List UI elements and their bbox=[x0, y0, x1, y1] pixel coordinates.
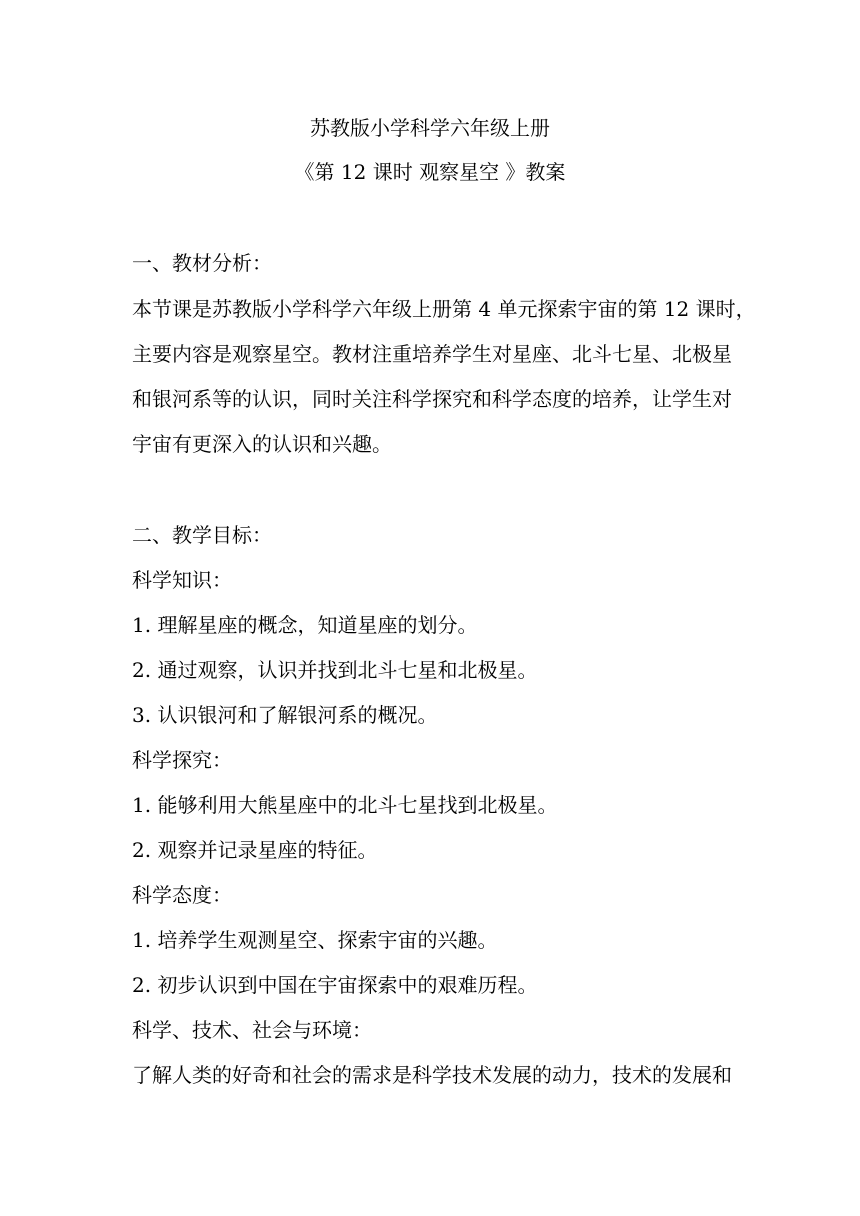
analysis-paragraph-line: 主要内容是观察星空。教材注重培养学生对星座、北斗七星、北极星 bbox=[132, 342, 732, 366]
section-heading-analysis: 一、教材分析： bbox=[132, 251, 272, 275]
stse-paragraph-line: 了解人类的好奇和社会的需求是科学技术发展的动力，技术的发展和 bbox=[132, 1063, 732, 1087]
subheading-stse: 科学、技术、社会与环境： bbox=[132, 1018, 372, 1042]
knowledge-item: 3. 认识银河和了解银河系的概况。 bbox=[132, 703, 438, 727]
inquiry-item: 2. 观察并记录星座的特征。 bbox=[132, 838, 378, 862]
document-title: 苏教版小学科学六年级上册 bbox=[310, 116, 550, 140]
analysis-paragraph-line: 本节课是苏教版小学科学六年级上册第 4 单元探索宇宙的第 12 课时， bbox=[132, 297, 756, 321]
analysis-paragraph-line: 和银河系等的认识，同时关注科学探究和科学态度的培养，让学生对 bbox=[132, 387, 732, 411]
document-subtitle: 《第 12 课时 观察星空 》教案 bbox=[294, 160, 566, 184]
attitude-item: 1. 培养学生观测星空、探索宇宙的兴趣。 bbox=[132, 928, 498, 952]
section-heading-objectives: 二、教学目标： bbox=[132, 523, 272, 547]
knowledge-item: 1. 理解星座的概念，知道星座的划分。 bbox=[132, 613, 478, 637]
knowledge-item: 2. 通过观察，认识并找到北斗七星和北极星。 bbox=[132, 658, 538, 682]
subheading-inquiry: 科学探究： bbox=[132, 748, 232, 772]
subheading-knowledge: 科学知识： bbox=[132, 568, 232, 592]
analysis-paragraph-line: 宇宙有更深入的认识和兴趣。 bbox=[132, 432, 392, 456]
inquiry-item: 1. 能够利用大熊星座中的北斗七星找到北极星。 bbox=[132, 793, 558, 817]
attitude-item: 2. 初步认识到中国在宇宙探索中的艰难历程。 bbox=[132, 973, 538, 997]
subheading-attitude: 科学态度： bbox=[132, 883, 232, 907]
